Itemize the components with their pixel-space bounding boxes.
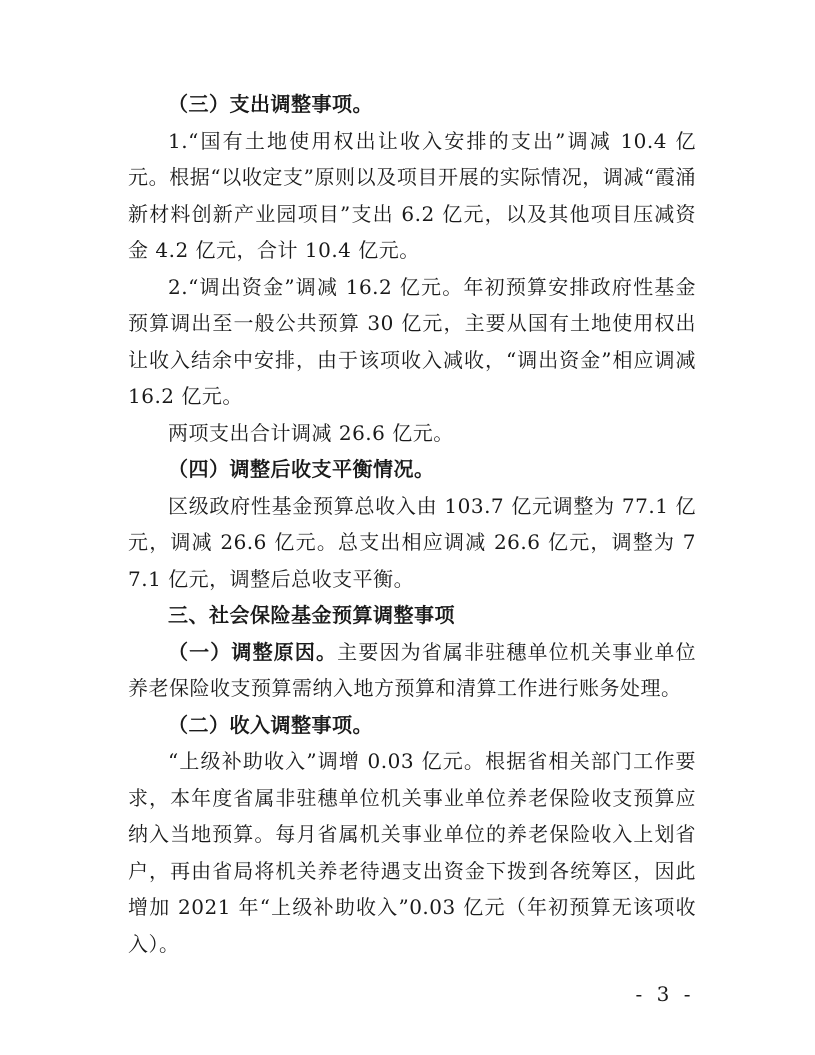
paragraph-superior-subsidy: “上级补助收入”调增 0.03 亿元。根据省相关部门工作要求，本年度省属非驻穗单位机关事业单位养老保险收支预算应纳入当地预算。每月省属机关事业单位的养老保险收入上划省户，再由省局将机关养老待遇支出资金下拨到各统筹区，因此增加 2021 年“上级补助收入”0.03 亿元（年初预算无该项收入）。 bbox=[128, 749, 696, 956]
document-body bbox=[128, 86, 696, 962]
paragraph-lead-label: （一）调整原因。 bbox=[168, 639, 338, 664]
paragraph-land-use-expenditure: 1.“国有土地使用权出让收入安排的支出”调减 10.4 亿元。根据“以收定支”原则以及项目开展的实际情况，调减“霞涌新材料创新产业园项目”支出 6.2 亿元，以及其他项目压减资金 4.2 亿元，合计 10.4 亿元。 bbox=[128, 128, 696, 262]
page-number: - 3 - bbox=[635, 982, 695, 1006]
chapter-heading-social-insurance: 三、社会保险基金预算调整事项 bbox=[168, 603, 455, 627]
paragraph-expenditure-total: 两项支出合计调减 26.6 亿元。 bbox=[168, 420, 454, 445]
paragraph-adjustment-reason bbox=[128, 634, 696, 707]
section-heading-expenditure-adjustment: （三）支出调整事项。 bbox=[168, 92, 373, 116]
section-heading-balance: （四）调整后收支平衡情况。 bbox=[168, 457, 435, 481]
paragraph-transfer-funds: 2.“调出资金”调减 16.2 亿元。年初预算安排政府性基金预算调出至一般公共预算 30 亿元，主要从国有土地使用权出让收入结余中安排，由于该项收入减收，“调出资金”相应调减 16.2 亿元。 bbox=[128, 274, 696, 408]
paragraph-reason-text: 主要因为省属非驻穗单位机关事业单位养老保险收支预算需纳入地方预算和清算工作进行账务处理。 bbox=[128, 639, 697, 700]
section-heading-income-adjustment: （二）收入调整事项。 bbox=[168, 712, 373, 737]
paragraph-balance-detail: 区级政府性基金预算总收入由 103.7 亿元调整为 77.1 亿元，调减 26.6 亿元。总支出相应调减 26.6 亿元，调整为 77.1 亿元，调整后总收支平衡。 bbox=[128, 493, 696, 591]
